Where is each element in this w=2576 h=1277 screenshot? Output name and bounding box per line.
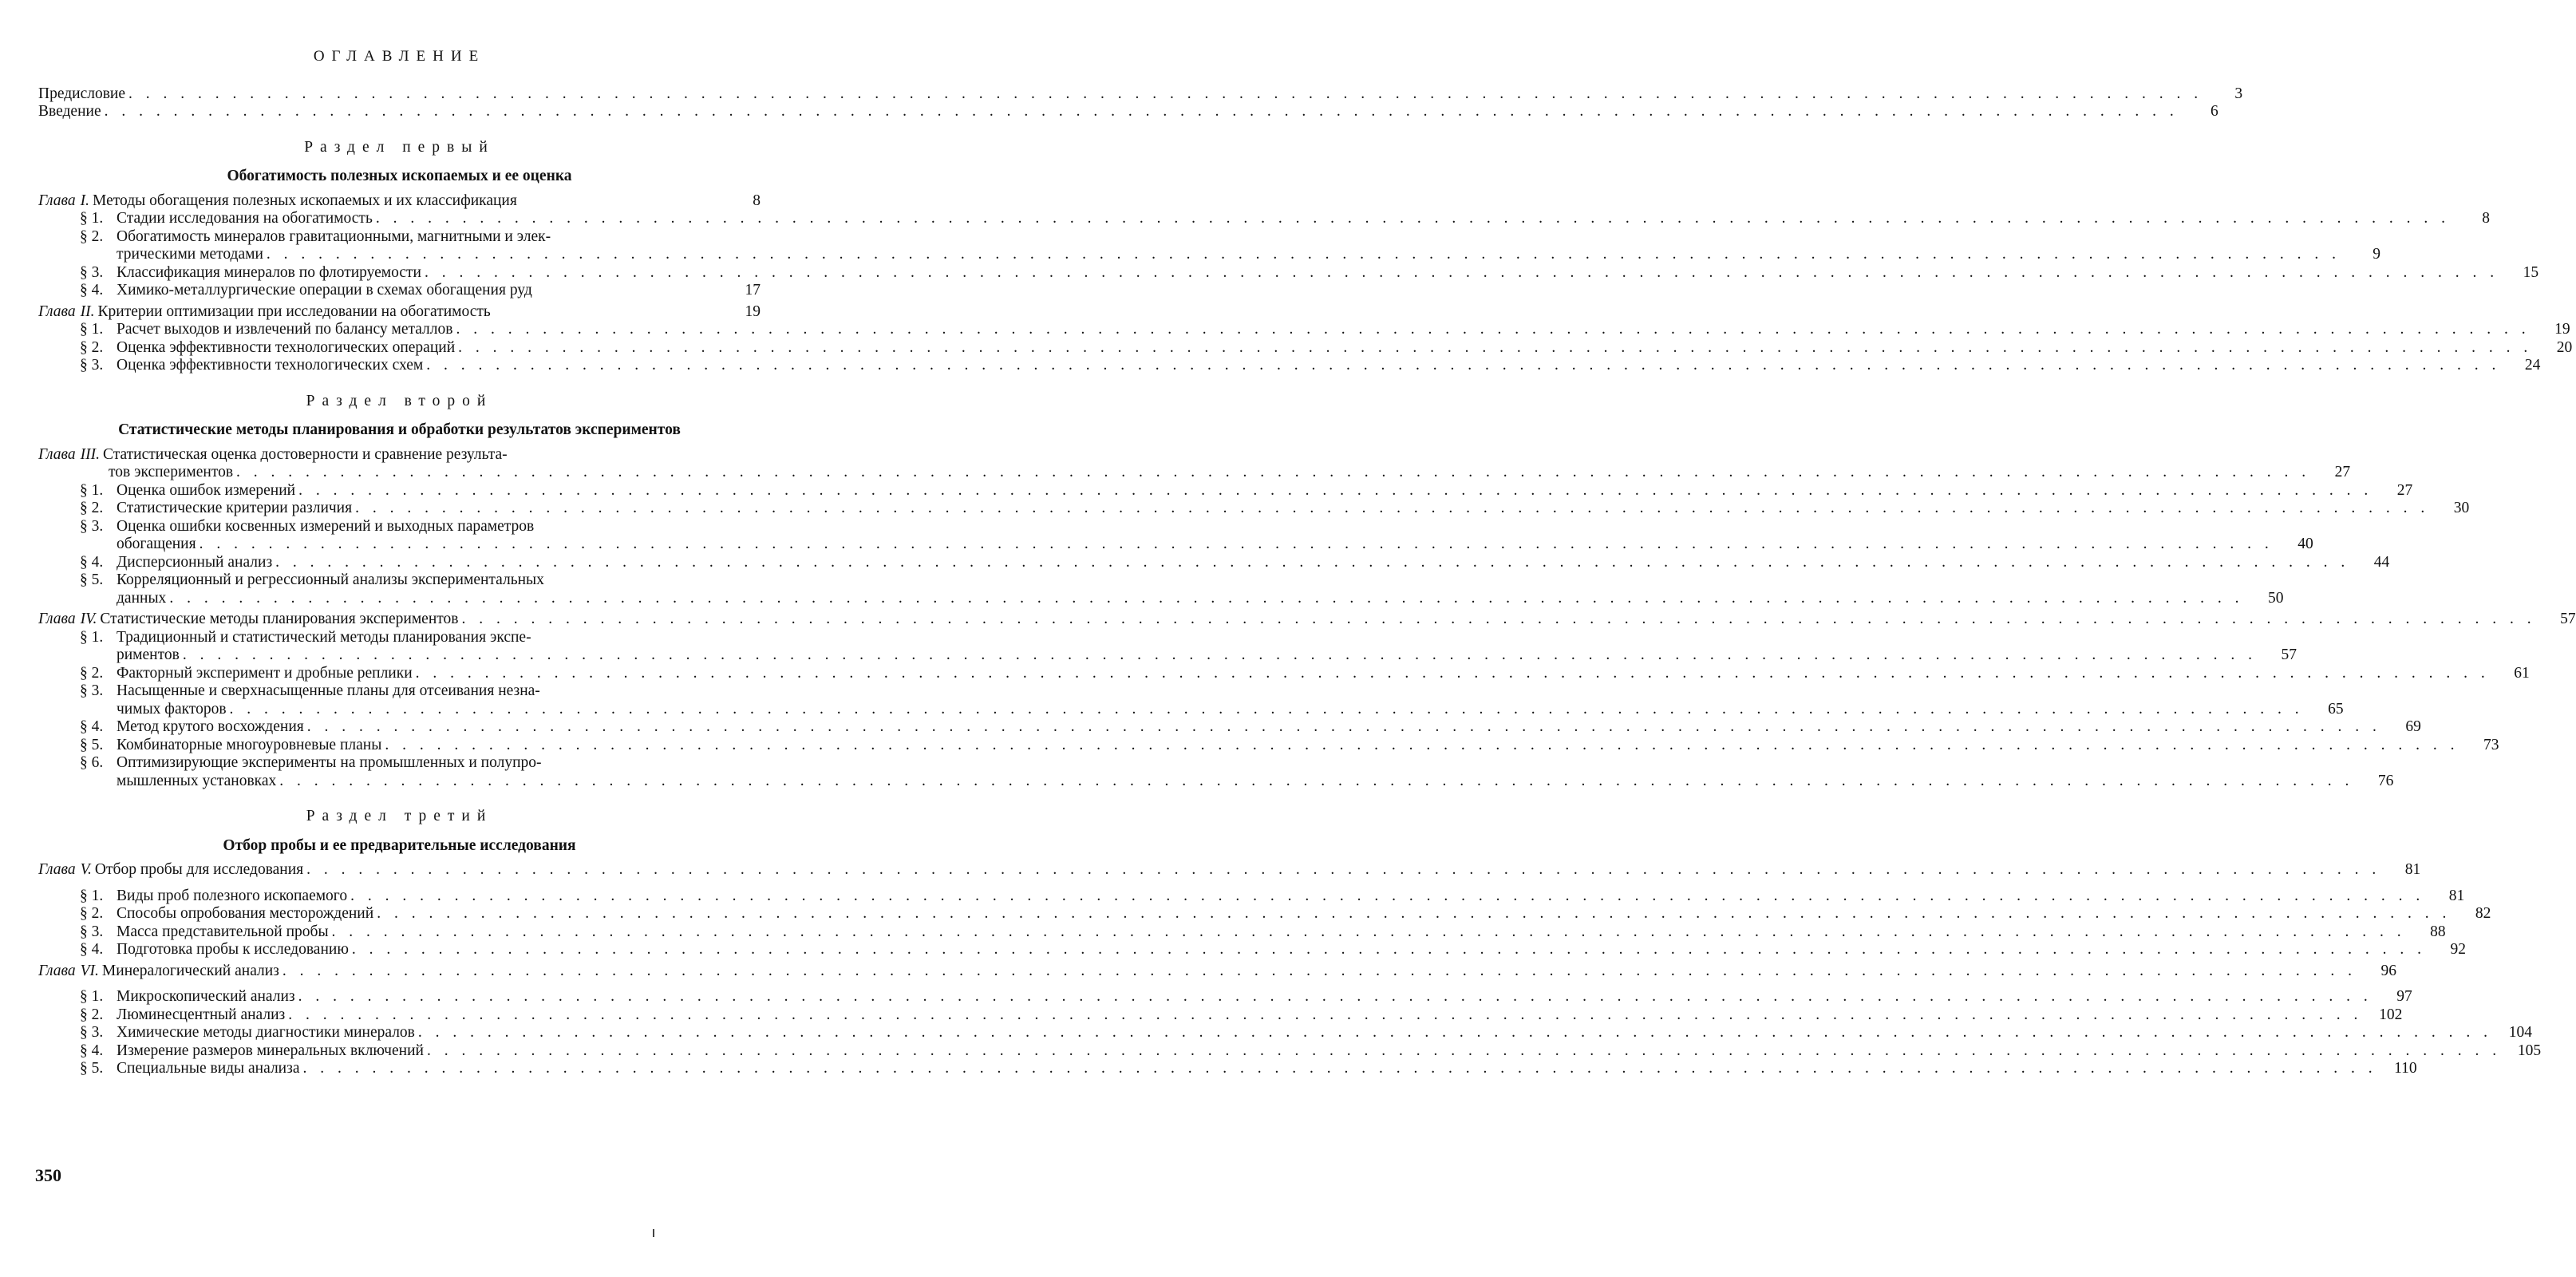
chapter-line <box>38 861 2384 880</box>
paragraph-page: 57 <box>2281 646 2297 663</box>
paragraph-sign: § 3. <box>80 517 104 535</box>
paragraph-text <box>80 210 2453 228</box>
paragraph-title: Статистические критерии различия <box>117 500 353 516</box>
paragraph-line <box>80 665 2493 683</box>
dot-leader: . . . . . . . . . . . . . . . . . . . . . . . . . . . . . . . . . . . . . . . . . . . . . . . . . . . . . . . . . . . . . . . . . . . . . . . . . . . . . . . . . . . . . . . . . . . . . . . . . . . . . . . . . . . . . . . . . . . . . . . . <box>275 553 2350 571</box>
paragraph-line <box>80 590 2246 608</box>
dot-leader: . . . . . . . . . . . . . . . . . . . . . . . . . . . . . . . . . . . . . . . . . . . . . . . . . . . . . . . . . . . . . . . . . . . . . . . . . . . . . . . . . . . . . . . . . . . . . . . . . . . . . . . . . . . . . . . . . . . . . . . . <box>282 962 2357 979</box>
paragraph-text <box>80 941 2429 959</box>
paragraph-line <box>80 773 2357 791</box>
paragraph-entry <box>38 718 2421 737</box>
paragraph-sign: § 5. <box>80 571 104 588</box>
paragraph-sign: § 4. <box>80 1042 104 1059</box>
paragraph-entry <box>38 481 2413 500</box>
paragraph-sign: § 1. <box>80 210 104 227</box>
dot-leader: . . . . . . . . . . . . . . . . . . . . . . . . . . . . . . . . . . . . . . . . . . . . . . . . . . . . . . . . . . . . . . . . . . . . . . . . . . . . . . . . . . . . . . . . . . . . . . . . . . . . . . . . . . . . . . . . . . . . . . . . <box>298 481 2373 499</box>
paragraph-entry <box>38 887 2465 906</box>
dot-leader: . . . . . . . . . . . . . . . . . . . . . . . . . . . . . . . . . . . . . . . . . . . . . . . . . . . . . . . . . . . . . . . . . . . . . . . . . . . . . . . . . . . . . . . . . . . . . . . . . . . . . . . . . . . . . . . . . . . . . . . . <box>426 1042 2502 1059</box>
paragraph-sign: § 3. <box>80 357 104 374</box>
paragraph-text <box>80 737 2462 755</box>
dot-leader: . . . . . . . . . . . . . . . . . . . . . . . . . . . . . . . . . . . . . . . . . . . . . . . . . . . . . . . . . . . . . . . . . . . . . . . . . . . . . . . . . . . . . . . . . . . . . . . . . . . . . . . . . . . . . . . . . . . . . . . . <box>417 1024 2493 1041</box>
dot-leader: . . . . . . . . . . . . . . . . . . . . . . . . . . . . . . . . . . . . . . . . . . . . . . . . . . . . . . . . . . . . . . . . . . . . . . . . . . . . . . . . . . . . . . . . . . . . . . . . . . . . . . . . . . . . . . . . . . . . . . . . <box>288 1006 2363 1023</box>
paragraph-title: данных <box>117 589 167 607</box>
paragraph-title: Расчет выходов и извлечений по балансу металлов <box>117 321 453 338</box>
chapter-page: 81 <box>2404 861 2421 878</box>
paragraph-sign: § 4. <box>80 553 104 571</box>
paragraph-page: 24 <box>2524 357 2541 374</box>
paragraph-text <box>80 718 2384 737</box>
paragraph-text <box>80 1042 2504 1061</box>
paragraph-line <box>80 264 2502 283</box>
paragraph-text <box>80 482 2376 500</box>
paragraph-page: 81 <box>2448 887 2465 904</box>
chapter-text <box>38 192 724 211</box>
section-title: Отбор пробы и ее предварительные исследования <box>223 836 576 854</box>
paragraph-line <box>80 282 724 300</box>
chapter-line <box>38 192 724 211</box>
paragraph-entry <box>38 227 2381 264</box>
paragraph-title: Микроскопический анализ <box>117 988 295 1005</box>
paragraph-line <box>80 518 2277 536</box>
chapter-text <box>38 446 2313 482</box>
entry-text <box>38 103 2182 121</box>
chapter-page: 8 <box>753 192 761 209</box>
paragraph-line <box>80 482 2376 500</box>
paragraph-sign: § 1. <box>80 321 104 338</box>
dot-leader: . . . . . . . . . . . . . . . . . . . . . . . . . . . . . . . . . . . . . . . . . . . . . . . . . . . . . . . . . . . . . . . . . . . . . . . . . . . . . . . . . . . . . . . . . . . . . . . . . . . . . . . . . . . . . . . . . . . . . . . . <box>456 321 2531 338</box>
dot-leader: . . . . . . . . . . . . . . . . . . . . . . . . . . . . . . . . . . . . . . . . . . . . . . . . . . . . . . . . . . . . . . . . . . . . . . . . . . . . . . . . . . . . . . . . . . . . . . . . . . . . . . . . . . . . . . . . . . . . . . . . <box>375 210 2450 227</box>
paragraph-line <box>80 905 2454 923</box>
chapter-line <box>38 303 724 322</box>
paragraph-line <box>80 629 2260 647</box>
dot-leader: . . . . . . . . . . . . . . . . . . . . . . . . . . . . . . . . . . . . . . . . . . . . . . . . . . . . . . . . . . . . . . . . . . . . . . . . . . . . . . . . . . . . . . . . . . . . . . . . . . . . . . . . . . . . . . . . . . . . . . . . <box>377 905 2452 922</box>
chapter-entry <box>38 962 2397 981</box>
paragraph-title: Химико-металлургические операции в схемах обогащения руд <box>117 282 532 298</box>
chapter-word: Глава <box>38 302 76 320</box>
entry-line <box>38 85 2206 104</box>
paragraph-text <box>80 554 2353 572</box>
paragraph-title: Оценка эффективности технологических схем <box>117 357 424 374</box>
chapter-word: Глава <box>38 861 76 878</box>
chapter-title: Статистические методы планирования экспериментов <box>100 611 459 627</box>
paragraph-line <box>80 339 2535 358</box>
front-matter <box>38 85 2243 121</box>
dot-leader: . . . . . . . . . . . . . . . . . . . . . . . . . . . . . . . . . . . . . . . . . . . . . . . . . . . . . . . . . . . . . . . . . . . . . . . . . . . . . . . . . . . . . . . . . . . . . . . . . . . . . . . . . . . . . . . . . . . . . . . . <box>279 772 2354 789</box>
dot-leader: . . . . . . . . . . . . . . . . . . . . . . . . . . . . . . . . . . . . . . . . . . . . . . . . . . . . . . . . . . . . . . . . . . . . . . . . . . . . . . . . . . . . . . . . . . . . . . . . . . . . . . . . . . . . . . . . . . . . . . . . <box>266 246 2341 263</box>
paragraph-line <box>80 1060 2380 1078</box>
dot-leader: . . . . . . . . . . . . . . . . . . . . . . . . . . . . . . . . . . . . . . . . . . . . . . . . . . . . . . . . . . . . . . . . . . . . . . . . . . . . . . . . . . . . . . . . . . . . . . . . . . . . . . . . . . . . . . . . . . . . . . . . <box>306 861 2381 878</box>
paragraph-page: 27 <box>2396 481 2413 499</box>
paragraph-line <box>80 554 2353 572</box>
paragraph-title: Подготовка пробы к исследованию <box>117 941 349 958</box>
paragraph-entry <box>38 628 2297 665</box>
paragraph-sign: § 6. <box>80 754 104 771</box>
chapter-entry <box>38 192 761 211</box>
dot-leader: . . . . . . . . . . . . . . . . . . . . . . . . . . . . . . . . . . . . . . . . . . . . . . . . . . . . . . . . . . . . . . . . . . . . . . . . . . . . . . . . . . . . . . . . . . . . . . . . . . . . . . . . . . . . . . . . . . . . . . . . <box>169 589 2244 607</box>
paragraph-line <box>80 246 2344 264</box>
paragraph-entry <box>38 210 2490 228</box>
paragraph-sign: § 4. <box>80 941 104 958</box>
chapter-number: II. <box>80 302 95 320</box>
paragraph-title: Люминесцентный анализ <box>117 1006 286 1023</box>
paragraph-text <box>80 339 2535 358</box>
paragraph-title: Виды проб полезного ископаемого <box>117 887 348 904</box>
paragraph-title: чимых факторов <box>117 700 227 718</box>
paragraph-title: Корреляционный и регрессионный анализы экспериментальных <box>117 571 544 588</box>
paragraph-entry <box>38 664 2530 683</box>
chapter-title: Отбор пробы для исследования <box>94 861 304 878</box>
section-heading: Раздел первый <box>304 138 495 156</box>
chapter-line <box>38 446 2313 465</box>
paragraph-page: 73 <box>2483 736 2499 753</box>
entry-page: 3 <box>2234 85 2243 102</box>
chapter-title: Статистическая оценка достоверности и сравнение результа- <box>103 445 508 463</box>
paragraph-title: Факторный эксперимент и дробные реплики <box>117 664 413 682</box>
paragraph-text <box>80 321 2534 339</box>
paragraph-entry <box>38 923 2446 942</box>
page-number: 350 <box>35 1165 61 1185</box>
paragraph-page: 15 <box>2523 263 2539 281</box>
paragraph-page: 19 <box>2554 321 2570 338</box>
paragraph-line <box>80 888 2428 906</box>
paragraph-title: Стадии исследования на обогатимость <box>117 210 373 227</box>
paragraph-page: 9 <box>2373 246 2381 263</box>
paragraph-text <box>80 988 2376 1006</box>
chapter-title: Критерии оптимизации при исследовании на обогатимость <box>97 302 491 320</box>
toc-entry <box>38 85 2243 104</box>
paragraph-sign: § 3. <box>80 1024 104 1041</box>
paragraph-text <box>80 282 724 300</box>
chapter-text <box>38 303 724 322</box>
chapter-word: Глава <box>38 445 76 463</box>
paragraph-page: 20 <box>2556 338 2573 356</box>
paragraph-text <box>80 518 2277 554</box>
paragraph-page: 88 <box>2430 923 2446 940</box>
paragraph-line <box>80 718 2384 737</box>
paragraph-page: 102 <box>2379 1006 2403 1023</box>
entry-line <box>38 103 2182 121</box>
paragraph-entry <box>38 263 2539 283</box>
paragraph-sign: § 4. <box>80 718 104 735</box>
paragraph-page: 105 <box>2517 1042 2542 1059</box>
paragraph-title: Оценка ошибок измерений <box>117 481 296 499</box>
chapter-page: 57 <box>2560 611 2576 627</box>
paragraph-page: 76 <box>2377 772 2394 789</box>
paragraph-title: Измерение размеров минеральных включений <box>117 1042 424 1059</box>
paragraph-sign: § 2. <box>80 500 104 516</box>
paragraph-sign: § 2. <box>80 338 104 356</box>
entry-label: Введение <box>38 103 101 120</box>
paragraph-line <box>80 701 2307 719</box>
dot-leader: . . . . . . . . . . . . . . . . . . . . . . . . . . . . . . . . . . . . . . . . . . . . . . . . . . . . . . . . . . . . . . . . . . . . . . . . . . . . . . . . . . . . . . . . . . . . . . . . . . . . . . . . . . . . . . . . . . . . . . . . <box>458 338 2533 356</box>
paragraph-title: трическими методами <box>117 246 263 263</box>
section-heading: Раздел второй <box>306 392 493 409</box>
paragraph-sign: § 4. <box>80 282 104 298</box>
entry-page: 6 <box>2210 103 2218 120</box>
chapter-text <box>38 963 2360 981</box>
paragraph-entry <box>38 553 2390 572</box>
dot-leader: . . . . . . . . . . . . . . . . . . . . . . . . . . . . . . . . . . . . . . . . . . . . . . . . . . . . . . . . . . . . . . . . . . . . . . . . . . . . . . . . . . . . . . . . . . . . . . . . . . . . . . . . . . . . . . . . . . . . . . . . <box>236 464 2311 480</box>
chapter-word: Глава <box>38 962 76 979</box>
paragraph-page: 65 <box>2328 700 2344 718</box>
toc-entry <box>38 103 2218 121</box>
chapter-line <box>38 963 2360 981</box>
dot-leader: . . . . . . . . . . . . . . . . . . . . . . . . . . . . . . . . . . . . . . . . . . . . . . . . . . . . . . . . . . . . . . . . . . . . . . . . . . . . . . . . . . . . . . . . . . . . . . . . . . . . . . . . . . . . . . . . . . . . . . . . <box>385 736 2459 753</box>
paragraph-entry <box>38 905 2491 923</box>
chapter-number: III. <box>80 445 100 463</box>
paragraph-title: Метод крутого восхождения <box>117 718 304 735</box>
paragraph-sign: § 5. <box>80 736 104 753</box>
chapter-word: Глава <box>38 192 76 209</box>
paragraph-page: 8 <box>2482 210 2490 227</box>
paragraph-entry <box>38 1006 2403 1025</box>
paragraph-title: Оценка эффективности технологических операций <box>117 338 456 356</box>
chapter-line <box>38 464 2313 482</box>
paragraph-sign: § 1. <box>80 887 104 904</box>
dot-leader: . . . . . . . . . . . . . . . . . . . . . . . . . . . . . . . . . . . . . . . . . . . . . . . . . . . . . . . . . . . . . . . . . . . . . . . . . . . . . . . . . . . . . . . . . . . . . . . . . . . . . . . . . . . . . . . . . . . . . . . . <box>355 500 2430 516</box>
chapter-entry <box>38 611 2576 629</box>
dot-leader: . . . . . . . . . . . . . . . . . . . . . . . . . . . . . . . . . . . . . . . . . . . . . . . . . . . . . . . . . . . . . . . . . . . . . . . . . . . . . . . . . . . . . . . . . . . . . . . . . . . . . . . . . . . . . . . . . . . . . . . . <box>424 263 2499 281</box>
chapter-entry <box>38 445 2351 482</box>
paragraph-page: 50 <box>2267 589 2284 607</box>
scan-mark <box>653 1229 654 1237</box>
paragraph-entry <box>38 1042 2542 1061</box>
chapter-number: I. <box>80 192 90 209</box>
paragraph-entry <box>38 682 2344 718</box>
paragraph-entry <box>38 357 2541 375</box>
paragraph-title: Оптимизирующие эксперименты на промышленных и полупро- <box>117 754 542 771</box>
paragraph-page: 69 <box>2405 718 2421 735</box>
paragraph-page: 44 <box>2373 553 2390 571</box>
paragraph-title: Масса представительной пробы <box>117 923 329 940</box>
paragraph-text <box>80 905 2454 923</box>
paragraph-line <box>80 500 2432 518</box>
paragraph-entry <box>38 736 2499 755</box>
paragraph-entry <box>38 321 2570 339</box>
dot-leader: . . . . . . . . . . . . . . . . . . . . . . . . . . . . . . . . . . . . . . . . . . . . . . . . . . . . . . . . . . . . . . . . . . . . . . . . . . . . . . . . . . . . . . . . . . . . . . . . . . . . . . . . . . . . . . . . . . . . . . . . <box>229 700 2304 718</box>
entry-label: Предисловие <box>38 85 126 102</box>
dot-leader: . . . . . . . . . . . . . . . . . . . . . . . . . . . . . . . . . . . . . . . . . . . . . . . . . . . . . . . . . . . . . . . . . . . . . . . . . . . . . . . . . . . . . . . . . . . . . . . . . . . . . . . . . . . . . . . . . . . . . . . . <box>351 941 2427 958</box>
paragraph-page: 110 <box>2394 1060 2417 1077</box>
paragraph-line <box>80 321 2534 339</box>
paragraph-text <box>80 923 2409 942</box>
section-heading: Раздел третий <box>306 808 493 824</box>
dot-leader: . . . . . . . . . . . . . . . . . . . . . . . . . . . . . . . . . . . . . . . . . . . . . . . . . . . . . . . . . . . . . . . . . . . . . . . . . . . . . . . . . . . . . . . . . . . . . . . . . . . . . . . . . . . . . . . . . . . . . . . . <box>461 611 2536 627</box>
toc-page <box>38 42 2576 1078</box>
chapter-number: VI. <box>80 962 99 979</box>
paragraph-sign: § 5. <box>80 1060 104 1077</box>
paragraph-text <box>80 228 2344 264</box>
dot-leader: . . . . . . . . . . . . . . . . . . . . . . . . . . . . . . . . . . . . . . . . . . . . . . . . . . . . . . . . . . . . . . . . . . . . . . . . . . . . . . . . . . . . . . . . . . . . . . . . . . . . . . . . . . . . . . . . . . . . . . . . <box>199 536 2274 552</box>
dot-leader: . . . . . . . . . . . . . . . . . . . . . . . . . . . . . . . . . . . . . . . . . . . . . . . . . . . . . . . . . . . . . . . . . . . . . . . . . . . . . . . . . . . . . . . . . . . . . . . . . . . . . . . . . . . . . . . . . . . . . . . . <box>331 923 2406 940</box>
dot-leader: . . . . . . . . . . . . . . . . . . . . . . . . . . . . . . . . . . . . . . . . . . . . . . . . . . . . . . . . . . . . . . . . . . . . . . . . . . . . . . . . . . . . . . . . . . . . . . . . . . . . . . . . . . . . . . . . . . . . . . . . <box>298 988 2373 1005</box>
paragraph-title: Оценка ошибки косвенных измерений и выходных параметров <box>117 517 535 535</box>
chapter-title: Минералогический анализ <box>101 962 279 979</box>
chapter-entry <box>38 861 2421 880</box>
paragraph-line <box>80 536 2277 554</box>
paragraph-page: 61 <box>2514 664 2530 682</box>
paragraph-text <box>80 629 2260 665</box>
paragraph-title: Дисперсионный анализ <box>117 553 273 571</box>
chapter-page: 96 <box>2380 962 2397 979</box>
paragraph-line <box>80 1042 2504 1061</box>
paragraph-line <box>80 571 2246 590</box>
paragraph-title: мышленных установках <box>117 772 277 789</box>
chapter-text <box>38 611 2539 629</box>
paragraph-entry <box>38 571 2284 607</box>
chapter-title: тов экспериментов <box>109 464 234 480</box>
paragraph-sign: § 1. <box>80 628 104 646</box>
paragraph-text <box>80 1006 2365 1025</box>
paragraph-line <box>80 646 2260 665</box>
dot-leader: . . . . . . . . . . . . . . . . . . . . . . . . . . . . . . . . . . . . . . . . . . . . . . . . . . . . . . . . . . . . . . . . . . . . . . . . . . . . . . . . . . . . . . . . . . . . . . . . . . . . . . . . . . . . . . . . . . . . . . . . <box>128 85 2203 102</box>
paragraph-page: 92 <box>2450 941 2467 958</box>
paragraph-text <box>80 571 2246 607</box>
dot-leader: . . . . . . . . . . . . . . . . . . . . . . . . . . . . . . . . . . . . . . . . . . . . . . . . . . . . . . . . . . . . . . . . . . . . . . . . . . . . . . . . . . . . . . . . . . . . . . . . . . . . . . . . . . . . . . . . . . . . . . . . <box>306 718 2381 735</box>
paragraph-sign: § 2. <box>80 905 104 922</box>
paragraph-text <box>80 888 2428 906</box>
paragraph-title: Традиционный и статистический методы планирования экспе- <box>117 628 531 646</box>
paragraph-sign: § 1. <box>80 481 104 499</box>
chapter-page: 19 <box>745 302 761 320</box>
chapter-number: IV. <box>80 611 97 627</box>
paragraph-sign: § 2. <box>80 227 104 245</box>
toc-sections <box>38 138 2576 1078</box>
paragraph-entry <box>38 1024 2533 1042</box>
paragraph-line <box>80 357 2503 375</box>
dot-leader: . . . . . . . . . . . . . . . . . . . . . . . . . . . . . . . . . . . . . . . . . . . . . . . . . . . . . . . . . . . . . . . . . . . . . . . . . . . . . . . . . . . . . . . . . . . . . . . . . . . . . . . . . . . . . . . . . . . . . . . . <box>350 887 2425 904</box>
paragraph-line <box>80 1006 2365 1025</box>
paragraph-entry <box>38 754 2394 790</box>
dot-leader: . . . . . . . . . . . . . . . . . . . . . . . . . . . . . . . . . . . . . . . . . . . . . . . . . . . . . . . . . . . . . . . . . . . . . . . . . . . . . . . . . . . . . . . . . . . . . . . . . . . . . . . . . . . . . . . . . . . . . . . . <box>182 646 2257 663</box>
paragraph-text <box>80 682 2307 718</box>
dot-leader: . . . . . . . . . . . . . . . . . . . . . . . . . . . . . . . . . . . . . . . . . . . . . . . . . . . . . . . . . . . . . . . . . . . . . . . . . . . . . . . . . . . . . . . . . . . . . . . . . . . . . . . . . . . . . . . . . . . . . . . . <box>426 357 2501 374</box>
chapter-word: Глава <box>38 611 76 627</box>
paragraph-line <box>80 923 2409 942</box>
paragraph-line <box>80 210 2453 228</box>
paragraph-entry <box>38 282 761 300</box>
dot-leader: . . . . . . . . . . . . . . . . . . . . . . . . . . . . . . . . . . . . . . . . . . . . . . . . . . . . . . . . . . . . . . . . . . . . . . . . . . . . . . . . . . . . . . . . . . . . . . . . . . . . . . . . . . . . . . . . . . . . . . . . <box>415 664 2490 682</box>
section-title: Статистические методы планирования и обработки результатов экспериментов <box>118 421 681 438</box>
paragraph-title: Специальные виды анализа <box>117 1060 300 1077</box>
paragraph-sign: § 3. <box>80 923 104 940</box>
paragraph-page: 30 <box>2453 500 2470 516</box>
paragraph-text <box>80 1060 2380 1078</box>
paragraph-text <box>80 1024 2495 1042</box>
section-title: Обогатимость полезных ископаемых и ее оценка <box>227 168 572 184</box>
paragraph-title: Классификация минералов по флотируемости <box>117 263 421 281</box>
paragraph-line <box>80 988 2376 1006</box>
paragraph-entry <box>38 500 2470 518</box>
paragraph-sign: § 2. <box>80 664 104 682</box>
paragraph-title: Комбинаторные многоуровневые планы <box>117 736 382 753</box>
paragraph-text <box>80 357 2503 375</box>
paragraph-text <box>80 665 2493 683</box>
paragraph-line <box>80 941 2429 959</box>
paragraph-entry <box>38 338 2573 358</box>
paragraph-page: 17 <box>745 282 761 298</box>
chapter-title: Методы обогащения полезных ископаемых и их классификация <box>93 192 517 209</box>
paragraph-text <box>80 264 2502 283</box>
paragraph-title: риментов <box>117 646 180 663</box>
paragraph-entry <box>38 1060 2417 1078</box>
dot-leader: . . . . . . . . . . . . . . . . . . . . . . . . . . . . . . . . . . . . . . . . . . . . . . . . . . . . . . . . . . . . . . . . . . . . . . . . . . . . . . . . . . . . . . . . . . . . . . . . . . . . . . . . . . . . . . . . . . . . . . . . <box>302 1060 2377 1077</box>
paragraph-sign: § 3. <box>80 682 104 699</box>
paragraph-entry <box>38 941 2467 959</box>
chapter-text <box>38 861 2384 880</box>
paragraph-line <box>80 682 2307 701</box>
paragraph-title: Способы опробования месторождений <box>117 905 374 922</box>
chapter-line <box>38 611 2539 629</box>
paragraph-title: обогащения <box>117 536 196 552</box>
paragraph-sign: § 3. <box>80 263 104 281</box>
paragraph-page: 82 <box>2475 905 2491 922</box>
paragraph-title: Обогатимость минералов гравитационными, магнитными и элек- <box>117 227 551 245</box>
paragraph-line <box>80 737 2462 755</box>
paragraph-title: Химические методы диагностики минералов <box>117 1024 415 1041</box>
chapter-entry <box>38 303 761 322</box>
paragraph-line <box>80 1024 2495 1042</box>
paragraph-line <box>80 754 2357 773</box>
entry-text <box>38 85 2206 104</box>
paragraph-text <box>80 500 2432 518</box>
paragraph-page: 40 <box>2297 536 2313 552</box>
chapter-page: 27 <box>2334 464 2351 480</box>
chapter-number: V. <box>80 861 92 878</box>
toc-title: ОГЛАВЛЕНИЕ <box>313 48 486 65</box>
paragraph-page: 97 <box>2396 988 2412 1005</box>
paragraph-title: Насыщенные и сверхнасыщенные планы для отсеивания незна- <box>117 682 540 699</box>
dot-leader: . . . . . . . . . . . . . . . . . . . . . . . . . . . . . . . . . . . . . . . . . . . . . . . . . . . . . . . . . . . . . . . . . . . . . . . . . . . . . . . . . . . . . . . . . . . . . . . . . . . . . . . . . . . . . . . . . . . . . . . . <box>104 103 2179 120</box>
paragraph-sign: § 1. <box>80 988 104 1005</box>
paragraph-text <box>80 754 2357 790</box>
paragraph-page: 104 <box>2508 1024 2533 1041</box>
paragraph-entry <box>38 517 2313 554</box>
paragraph-entry <box>38 988 2412 1006</box>
paragraph-line <box>80 228 2344 247</box>
paragraph-sign: § 2. <box>80 1006 104 1023</box>
